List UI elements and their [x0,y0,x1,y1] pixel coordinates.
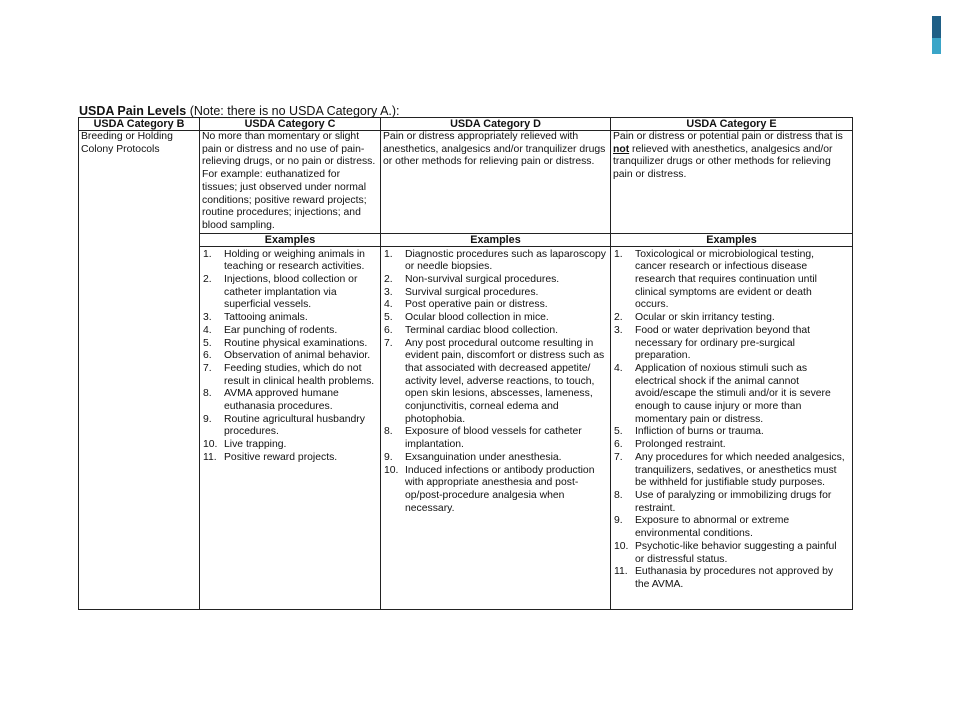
example-item [383,465,606,516]
category-e-description-part1: Pain or distress or potential pain or distress that is [613,131,843,142]
example-text: Food or water deprivation beyond that necessary for ordinary pre-surgical preparation. [635,324,811,362]
example-number: 4. [384,299,393,311]
example-number: 6. [384,324,393,336]
header-category-d: USDA Category D [381,118,611,131]
example-number: 4. [614,362,623,374]
description-row [79,131,853,234]
header-category-e: USDA Category E [611,118,853,131]
example-item [202,414,376,439]
example-number: 8. [384,426,393,438]
example-text: Use of paralyzing or immobilizing drugs for restraint. [635,489,832,514]
header-category-c: USDA Category C [200,118,381,131]
example-item [613,426,848,439]
example-number: 10. [203,439,218,451]
example-number: 10. [614,540,629,552]
category-e-examples-list [613,247,850,592]
category-header-row [79,118,853,131]
examples-header-d: Examples [381,233,611,246]
example-item [383,426,606,451]
page-heading [79,104,400,118]
example-number: 7. [203,362,212,374]
example-item [613,490,848,515]
example-number: 5. [614,426,623,438]
example-item [613,325,848,363]
example-item [613,541,848,566]
example-number: 8. [614,489,623,501]
example-item [202,325,376,338]
category-b-cell [79,131,200,610]
example-number: 3. [614,324,623,336]
example-number: 2. [384,274,393,286]
example-text: Exposure of blood vessels for catheter implantation. [405,426,582,451]
example-number: 2. [203,274,212,286]
example-item [202,452,376,465]
example-text: Toxicological or microbiological testing, cancer research or infectious disease research that requires continuation until clinical symptoms are evident or death occurs. [635,248,817,311]
heading-note: (Note: there is no USDA Category A.): [189,104,400,118]
example-text: Ear punching of rodents. [224,324,338,336]
example-text: Prolonged restraint. [635,439,726,451]
example-text: Survival surgical procedures. [405,286,539,298]
category-c-description: No more than momentary or slight pain or distress and no use of pain-relieving drugs, or no pain or distress. For example: euthanatized for tissues; just observed under normal conditions; positive reward projects; routine procedures; injections; and blood sampling. [200,131,381,234]
example-text: Terminal cardiac blood collection. [405,324,559,336]
example-text: Positive reward projects. [224,451,338,463]
example-text: Tattooing animals. [224,312,308,324]
example-text: Exposure to abnormal or extreme environmental conditions. [635,515,790,540]
example-item [613,566,848,591]
example-text: Live trapping. [224,439,287,451]
example-text: Exsanguination under anesthesia. [405,451,562,463]
example-text: Observation of animal behavior. [224,350,371,362]
example-number: 6. [203,350,212,362]
example-text: Application of noxious stimuli such as electrical shock if the animal cannot avoid/escape the stimuli and/or it is severe enough to cause injury or more than momentary pain or distress. [635,362,831,425]
category-c-examples-cell [200,246,381,609]
example-item [383,325,606,338]
example-text: Diagnostic procedures such as laparoscopy or needle biopsies. [405,248,606,273]
category-d-examples-list [383,247,608,516]
example-text: Any post procedural outcome resulting in evident pain, discomfort or distress such as that associated with decreased appetite/ activity level, adverse reactions, to touch, open skin lesions, abscesses, lameness, conjunctivitis, corneal edema and photophobia. [405,337,605,425]
example-item [613,312,848,325]
example-item [613,363,848,427]
example-number: 5. [203,337,212,349]
example-text: Non-survival surgical procedures. [405,274,560,286]
example-text: Feeding studies, which do not result in clinical health problems. [224,362,375,387]
category-d-description: Pain or distress appropriately relieved with anesthetics, analgesics and/or tranquilizer drugs or other methods for relieving pain or distress. [381,131,611,234]
example-item [383,312,606,325]
example-number: 4. [203,324,212,336]
example-number: 1. [203,248,212,260]
example-text: Infliction of burns or trauma. [635,426,764,438]
example-number: 3. [203,312,212,324]
example-text: Induced infections or antibody production with appropriate anesthesia and post-op/post-procedure analgesia when necessary. [405,464,595,514]
example-item [613,249,848,313]
example-text: Injections, blood collection or catheter implantation via superficial vessels. [224,274,358,311]
example-item [202,363,376,388]
example-text: Any procedures for which needed analgesics, tranquilizers, sedatives, or anesthetics must be withheld for justifiable study purposes. [635,451,845,489]
example-number: 3. [384,286,393,298]
example-item [613,515,848,540]
category-e-description [611,131,853,234]
example-text: Ocular or skin irritancy testing. [635,312,775,324]
example-text: Routine physical examinations. [224,337,368,349]
example-item [383,452,606,465]
example-text: Euthanasia by procedures not approved by the AVMA. [635,566,834,590]
example-item [383,249,606,274]
example-item [202,350,376,363]
example-number: 1. [614,248,623,260]
example-number: 9. [203,413,212,425]
header-category-b: USDA Category B [79,118,200,131]
example-number: 9. [384,451,393,463]
example-item [613,452,848,490]
category-e-description-emphasis: not [613,143,630,155]
example-item [202,338,376,351]
example-number: 10. [384,464,399,476]
example-text: Routine agricultural husbandry procedures. [224,413,365,438]
example-number: 6. [614,439,623,451]
example-number: 5. [384,312,393,324]
category-e-examples-cell [611,246,853,609]
heading-title: USDA Pain Levels [79,104,187,118]
category-c-examples-list [202,247,378,465]
category-d-examples-cell [381,246,611,609]
example-item [202,388,376,413]
category-e-description-part2: relieved with anesthetics, analgesics and/or tranquilizer drugs or other methods for relieving pain or distress. [613,143,833,181]
example-item [383,338,606,427]
example-text: AVMA approved humane euthanasia procedures. [224,388,339,413]
example-number: 7. [384,337,393,349]
examples-header-e: Examples [611,233,853,246]
pain-levels-table [78,117,853,610]
example-number: 8. [203,388,212,400]
slide-accent-bar [932,16,941,54]
example-item [613,439,848,452]
example-text: Ocular blood collection in mice. [405,312,549,324]
example-number: 9. [614,515,623,527]
example-item [202,312,376,325]
example-number: 7. [614,451,623,463]
example-item [383,299,606,312]
example-item [202,439,376,452]
example-item [383,274,606,287]
example-item [383,287,606,300]
example-item [202,249,376,274]
example-text: Holding or weighing animals in teaching or research activities. [224,248,365,273]
example-text: Psychotic-like behavior suggesting a painful or distressful status. [635,540,837,565]
example-text: Post operative pain or distress. [405,299,548,311]
example-number: 1. [384,248,393,260]
examples-header-c: Examples [200,233,381,246]
category-b-description: Breeding or Holding Colony Protocols [81,131,173,155]
example-number: 11. [203,451,217,463]
example-item [202,274,376,312]
example-number: 11. [614,566,628,578]
example-number: 2. [614,312,623,324]
